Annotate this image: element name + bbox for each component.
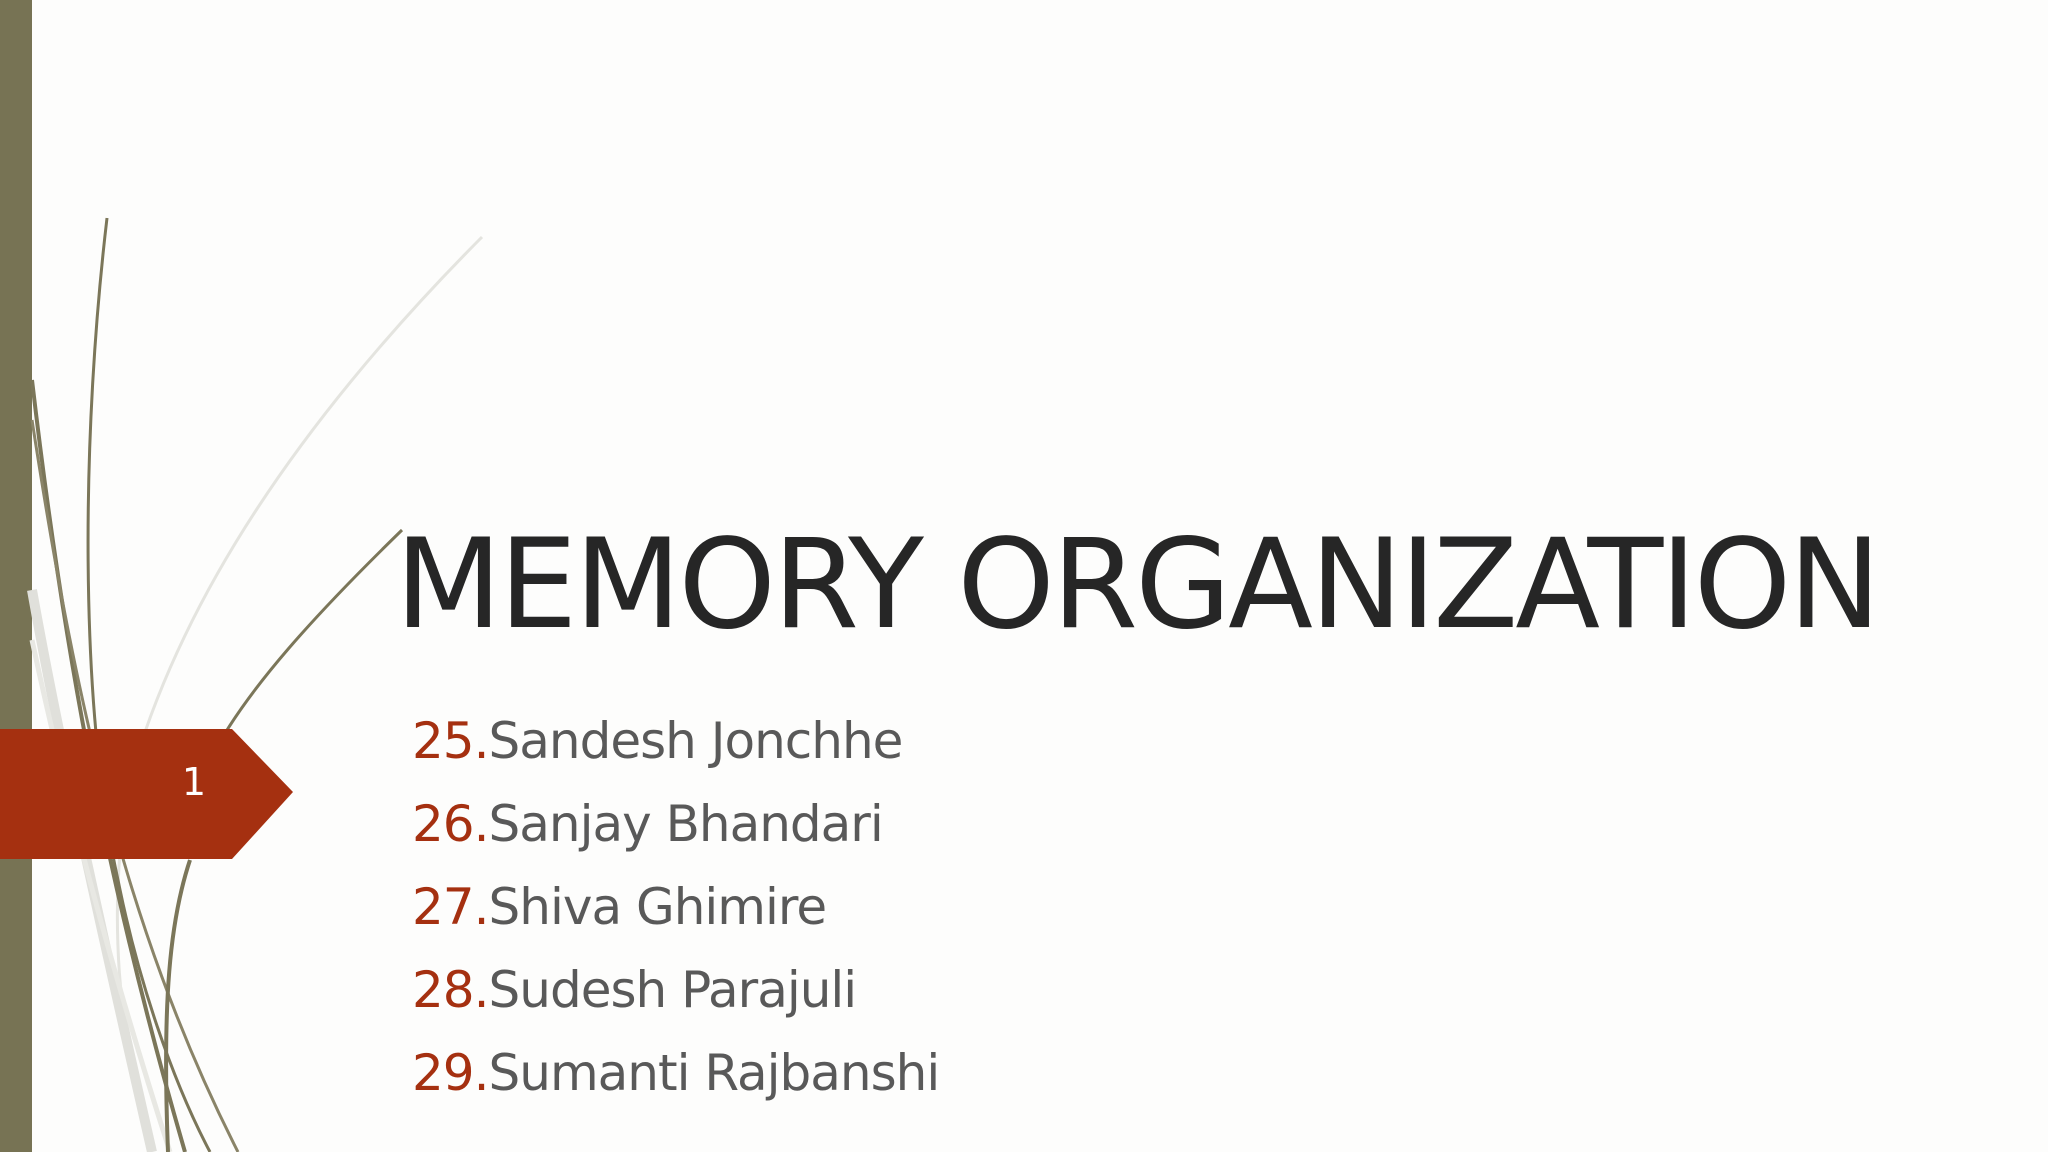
- member-name: Sanjay Bhandari: [488, 795, 883, 853]
- list-item: [412, 700, 1412, 783]
- dark-arc-top: [210, 530, 402, 760]
- slide-number: 1: [181, 760, 207, 804]
- member-list: [412, 700, 1412, 1115]
- member-name: Sandesh Jonchhe: [488, 712, 903, 770]
- member-number: 27.: [412, 878, 489, 936]
- dark-arc-bottom: [166, 860, 190, 1152]
- member-name: Shiva Ghimire: [488, 878, 827, 936]
- member-name: Sudesh Parajuli: [488, 961, 857, 1019]
- member-number: 29.: [412, 1044, 489, 1102]
- list-item: [412, 866, 1412, 949]
- slide-number-tab: [0, 729, 295, 859]
- slide-title: MEMORY ORGANIZATION: [395, 513, 1879, 657]
- member-number: 26.: [412, 795, 489, 853]
- list-item: [412, 783, 1412, 866]
- list-item: [412, 949, 1412, 1032]
- member-number: 25.: [412, 712, 489, 770]
- list-item: [412, 1032, 1412, 1115]
- member-name: Sumanti Rajbanshi: [488, 1044, 940, 1102]
- member-number: 28.: [412, 961, 489, 1019]
- dark-stroke-tall: [88, 218, 210, 1152]
